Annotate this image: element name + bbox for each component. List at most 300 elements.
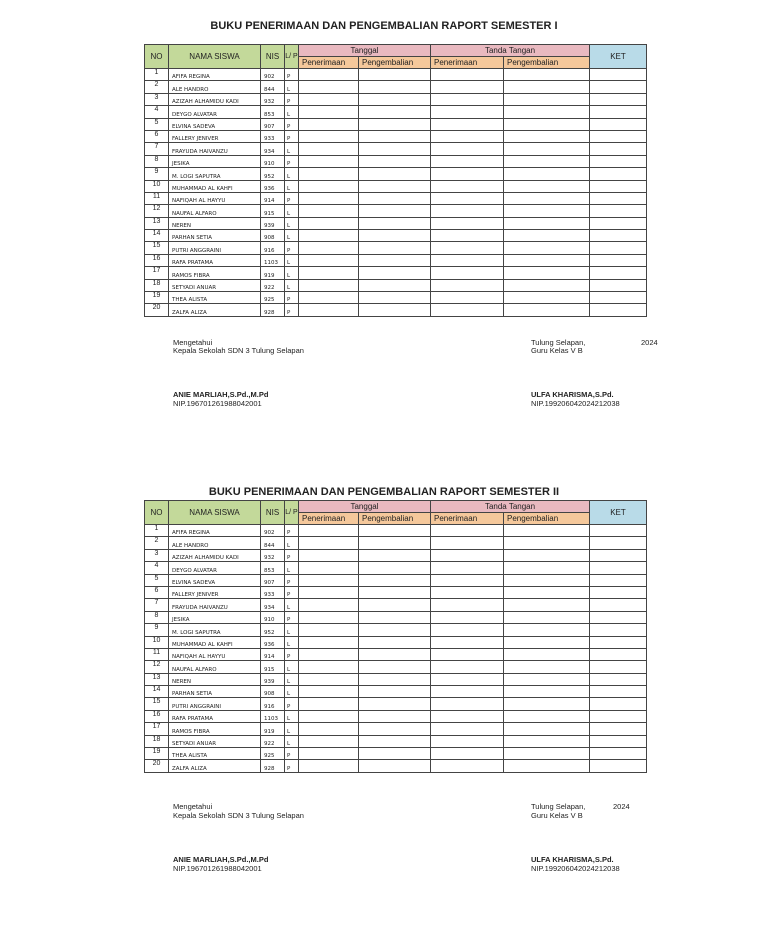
tanggal-pengembalian-cell[interactable] xyxy=(359,254,431,266)
student-name: NAFIQAH AL HAYYU xyxy=(169,192,261,204)
ttd-pengembalian-cell[interactable] xyxy=(504,525,590,537)
ket-cell[interactable] xyxy=(590,205,647,217)
tanggal-pengembalian-cell[interactable] xyxy=(359,562,431,574)
ttd-penerimaan-cell[interactable] xyxy=(431,636,504,648)
header-lp: L/ P xyxy=(285,501,299,525)
ttd-pengembalian-cell[interactable] xyxy=(504,304,590,316)
tanggal-penerimaan-cell[interactable] xyxy=(299,648,359,660)
ket-cell[interactable] xyxy=(590,661,647,673)
student-gender: L xyxy=(285,661,299,673)
ttd-pengembalian-cell[interactable] xyxy=(504,130,590,142)
tanggal-pengembalian-cell[interactable] xyxy=(359,636,431,648)
ket-cell[interactable] xyxy=(590,710,647,722)
ttd-pengembalian-cell[interactable] xyxy=(504,661,590,673)
student-no: 11 xyxy=(145,192,169,204)
ttd-pengembalian-cell[interactable] xyxy=(504,586,590,598)
ttd-pengembalian-cell[interactable] xyxy=(504,279,590,291)
tanggal-penerimaan-cell[interactable] xyxy=(299,118,359,130)
tanggal-penerimaan-cell[interactable] xyxy=(299,217,359,229)
student-name: PARHAN SETIA xyxy=(169,686,261,698)
ttd-pengembalian-cell[interactable] xyxy=(504,93,590,105)
ket-cell[interactable] xyxy=(590,168,647,180)
student-nis: 915 xyxy=(261,661,285,673)
mengetahui-label-1: Mengetahui xyxy=(173,338,213,347)
tanggal-pengembalian-cell[interactable] xyxy=(359,217,431,229)
student-no: 10 xyxy=(145,180,169,192)
tanggal-pengembalian-cell[interactable] xyxy=(359,648,431,660)
tanggal-penerimaan-cell[interactable] xyxy=(299,735,359,747)
tanggal-pengembalian-cell[interactable] xyxy=(359,723,431,735)
tanggal-penerimaan-cell[interactable] xyxy=(299,537,359,549)
student-name: ALE HANDRO xyxy=(169,537,261,549)
header-tanggal-penerimaan: Penerimaan xyxy=(299,513,359,525)
year-label-2: 2024 xyxy=(613,802,630,811)
student-no: 6 xyxy=(145,130,169,142)
table-row xyxy=(145,525,647,537)
student-nis: 908 xyxy=(261,686,285,698)
ket-cell[interactable] xyxy=(590,611,647,623)
ttd-pengembalian-cell[interactable] xyxy=(504,611,590,623)
ket-cell[interactable] xyxy=(590,155,647,167)
ket-cell[interactable] xyxy=(590,279,647,291)
student-no: 5 xyxy=(145,574,169,586)
ttd-penerimaan-cell[interactable] xyxy=(431,748,504,760)
ttd-penerimaan-cell[interactable] xyxy=(431,698,504,710)
ket-cell[interactable] xyxy=(590,636,647,648)
ttd-pengembalian-cell[interactable] xyxy=(504,599,590,611)
ket-cell[interactable] xyxy=(590,130,647,142)
ket-cell[interactable] xyxy=(590,304,647,316)
ttd-penerimaan-cell[interactable] xyxy=(431,143,504,155)
ttd-penerimaan-cell[interactable] xyxy=(431,661,504,673)
ttd-pengembalian-cell[interactable] xyxy=(504,143,590,155)
tanggal-penerimaan-cell[interactable] xyxy=(299,760,359,772)
tanggal-penerimaan-cell[interactable] xyxy=(299,304,359,316)
tanggal-penerimaan-cell[interactable] xyxy=(299,698,359,710)
ttd-pengembalian-cell[interactable] xyxy=(504,81,590,93)
student-name: ELVINA SADEVA xyxy=(169,574,261,586)
tanggal-penerimaan-cell[interactable] xyxy=(299,661,359,673)
student-no: 3 xyxy=(145,549,169,561)
ket-cell[interactable] xyxy=(590,760,647,772)
header-ttd-penerimaan: Penerimaan xyxy=(431,57,504,69)
page-title-semester-2: BUKU PENERIMAAN DAN PENGEMBALIAN RAPORT SEMESTER II xyxy=(208,486,560,498)
student-nis: 934 xyxy=(261,143,285,155)
tanggal-pengembalian-cell[interactable] xyxy=(359,205,431,217)
table-row xyxy=(145,69,647,81)
ket-cell[interactable] xyxy=(590,549,647,561)
ket-cell[interactable] xyxy=(590,723,647,735)
ttd-pengembalian-cell[interactable] xyxy=(504,648,590,660)
tanggal-pengembalian-cell[interactable] xyxy=(359,525,431,537)
ket-cell[interactable] xyxy=(590,292,647,304)
ttd-penerimaan-cell[interactable] xyxy=(431,549,504,561)
student-name: NEREN xyxy=(169,217,261,229)
ttd-pengembalian-cell[interactable] xyxy=(504,118,590,130)
student-gender: L xyxy=(285,723,299,735)
ttd-pengembalian-cell[interactable] xyxy=(504,748,590,760)
ket-cell[interactable] xyxy=(590,254,647,266)
student-no: 1 xyxy=(145,525,169,537)
ket-cell[interactable] xyxy=(590,698,647,710)
ttd-penerimaan-cell[interactable] xyxy=(431,624,504,636)
student-gender: P xyxy=(285,93,299,105)
ttd-pengembalian-cell[interactable] xyxy=(504,230,590,242)
ttd-pengembalian-cell[interactable] xyxy=(504,686,590,698)
table-row xyxy=(145,267,647,279)
table-row xyxy=(145,168,647,180)
ttd-penerimaan-cell[interactable] xyxy=(431,130,504,142)
student-name: NEREN xyxy=(169,673,261,685)
tanggal-pengembalian-cell[interactable] xyxy=(359,242,431,254)
ket-cell[interactable] xyxy=(590,118,647,130)
student-name: RAMOS FIBRA xyxy=(169,723,261,735)
ttd-pengembalian-cell[interactable] xyxy=(504,155,590,167)
ttd-pengembalian-cell[interactable] xyxy=(504,574,590,586)
place-label-2: Tulung Selapan, xyxy=(531,802,586,811)
student-nis: 916 xyxy=(261,698,285,710)
ttd-pengembalian-cell[interactable] xyxy=(504,549,590,561)
tanggal-pengembalian-cell[interactable] xyxy=(359,624,431,636)
ttd-penerimaan-cell[interactable] xyxy=(431,648,504,660)
tanggal-penerimaan-cell[interactable] xyxy=(299,192,359,204)
ttd-penerimaan-cell[interactable] xyxy=(431,673,504,685)
table-row xyxy=(145,760,647,772)
table-row xyxy=(145,106,647,118)
tanggal-pengembalian-cell[interactable] xyxy=(359,549,431,561)
student-nis: 933 xyxy=(261,130,285,142)
student-nis: 925 xyxy=(261,292,285,304)
student-name: AFIFA REGINA xyxy=(169,525,261,537)
student-no: 7 xyxy=(145,599,169,611)
ttd-penerimaan-cell[interactable] xyxy=(431,537,504,549)
tanggal-pengembalian-cell[interactable] xyxy=(359,81,431,93)
tanggal-pengembalian-cell[interactable] xyxy=(359,106,431,118)
ttd-pengembalian-cell[interactable] xyxy=(504,267,590,279)
tanggal-penerimaan-cell[interactable] xyxy=(299,267,359,279)
ket-cell[interactable] xyxy=(590,525,647,537)
student-no: 15 xyxy=(145,242,169,254)
tanggal-pengembalian-cell[interactable] xyxy=(359,537,431,549)
tanggal-pengembalian-cell[interactable] xyxy=(359,143,431,155)
ket-cell[interactable] xyxy=(590,735,647,747)
student-gender: L xyxy=(285,205,299,217)
tanggal-penerimaan-cell[interactable] xyxy=(299,710,359,722)
ttd-pengembalian-cell[interactable] xyxy=(504,636,590,648)
table-row xyxy=(145,624,647,636)
tanggal-pengembalian-cell[interactable] xyxy=(359,710,431,722)
student-no: 16 xyxy=(145,710,169,722)
tanggal-pengembalian-cell[interactable] xyxy=(359,574,431,586)
student-no: 6 xyxy=(145,586,169,598)
ttd-pengembalian-cell[interactable] xyxy=(504,723,590,735)
ket-cell[interactable] xyxy=(590,242,647,254)
tanggal-pengembalian-cell[interactable] xyxy=(359,611,431,623)
student-nis: 919 xyxy=(261,267,285,279)
tanggal-penerimaan-cell[interactable] xyxy=(299,93,359,105)
tanggal-pengembalian-cell[interactable] xyxy=(359,292,431,304)
ttd-penerimaan-cell[interactable] xyxy=(431,69,504,81)
ttd-penerimaan-cell[interactable] xyxy=(431,155,504,167)
ttd-pengembalian-cell[interactable] xyxy=(504,192,590,204)
tanggal-pengembalian-cell[interactable] xyxy=(359,735,431,747)
ket-cell[interactable] xyxy=(590,230,647,242)
ttd-pengembalian-cell[interactable] xyxy=(504,735,590,747)
ttd-pengembalian-cell[interactable] xyxy=(504,562,590,574)
student-no: 18 xyxy=(145,735,169,747)
ttd-penerimaan-cell[interactable] xyxy=(431,254,504,266)
student-nis: 907 xyxy=(261,118,285,130)
student-nis: 932 xyxy=(261,93,285,105)
tanggal-penerimaan-cell[interactable] xyxy=(299,242,359,254)
student-gender: L xyxy=(285,106,299,118)
ttd-pengembalian-cell[interactable] xyxy=(504,537,590,549)
student-name: THEA ALISTA xyxy=(169,748,261,760)
ttd-pengembalian-cell[interactable] xyxy=(504,698,590,710)
table-row xyxy=(145,292,647,304)
ttd-penerimaan-cell[interactable] xyxy=(431,180,504,192)
tanggal-pengembalian-cell[interactable] xyxy=(359,748,431,760)
tanggal-penerimaan-cell[interactable] xyxy=(299,549,359,561)
tanggal-pengembalian-cell[interactable] xyxy=(359,130,431,142)
student-gender: P xyxy=(285,69,299,81)
tanggal-pengembalian-cell[interactable] xyxy=(359,599,431,611)
student-name: AZIZAH ALHAMIDU KADI xyxy=(169,93,261,105)
ket-cell[interactable] xyxy=(590,180,647,192)
student-name: MUHAMMAD AL KAHFI xyxy=(169,636,261,648)
ttd-pengembalian-cell[interactable] xyxy=(504,69,590,81)
ket-cell[interactable] xyxy=(590,106,647,118)
student-nis: 1103 xyxy=(261,710,285,722)
ttd-penerimaan-cell[interactable] xyxy=(431,574,504,586)
student-no: 19 xyxy=(145,748,169,760)
tanggal-pengembalian-cell[interactable] xyxy=(359,698,431,710)
tanggal-pengembalian-cell[interactable] xyxy=(359,168,431,180)
ttd-pengembalian-cell[interactable] xyxy=(504,217,590,229)
student-nis: 914 xyxy=(261,192,285,204)
tanggal-pengembalian-cell[interactable] xyxy=(359,686,431,698)
kepala-nip-1: NIP.196701261988042001 xyxy=(173,399,262,408)
student-gender: L xyxy=(285,254,299,266)
header-nis: NIS xyxy=(261,501,285,525)
ttd-penerimaan-cell[interactable] xyxy=(431,217,504,229)
table-row xyxy=(145,723,647,735)
student-no: 13 xyxy=(145,217,169,229)
student-gender: L xyxy=(285,81,299,93)
ttd-penerimaan-cell[interactable] xyxy=(431,723,504,735)
year-label-1: 2024 xyxy=(641,338,658,347)
ttd-penerimaan-cell[interactable] xyxy=(431,562,504,574)
student-nis: 1103 xyxy=(261,254,285,266)
header-ttd-penerimaan: Penerimaan xyxy=(431,513,504,525)
tanggal-pengembalian-cell[interactable] xyxy=(359,69,431,81)
ket-cell[interactable] xyxy=(590,599,647,611)
student-name: AFIFA REGINA xyxy=(169,69,261,81)
ttd-pengembalian-cell[interactable] xyxy=(504,106,590,118)
student-name: RAMOS FIBRA xyxy=(169,267,261,279)
tanggal-penerimaan-cell[interactable] xyxy=(299,723,359,735)
ttd-pengembalian-cell[interactable] xyxy=(504,168,590,180)
student-nis: 915 xyxy=(261,205,285,217)
ket-cell[interactable] xyxy=(590,673,647,685)
tanggal-penerimaan-cell[interactable] xyxy=(299,230,359,242)
header-ket: KET xyxy=(590,45,647,69)
tanggal-penerimaan-cell[interactable] xyxy=(299,155,359,167)
tanggal-pengembalian-cell[interactable] xyxy=(359,118,431,130)
tanggal-penerimaan-cell[interactable] xyxy=(299,81,359,93)
ket-cell[interactable] xyxy=(590,748,647,760)
tanggal-pengembalian-cell[interactable] xyxy=(359,304,431,316)
student-nis: 934 xyxy=(261,599,285,611)
guru-nip-2: NIP.199206042024212038 xyxy=(531,864,620,873)
tanggal-penerimaan-cell[interactable] xyxy=(299,599,359,611)
ttd-penerimaan-cell[interactable] xyxy=(431,205,504,217)
tanggal-penerimaan-cell[interactable] xyxy=(299,143,359,155)
ket-cell[interactable] xyxy=(590,143,647,155)
student-name: JESIKA xyxy=(169,611,261,623)
ket-cell[interactable] xyxy=(590,217,647,229)
ttd-penerimaan-cell[interactable] xyxy=(431,525,504,537)
ttd-pengembalian-cell[interactable] xyxy=(504,292,590,304)
student-name: DEYGO ALVATAR xyxy=(169,562,261,574)
student-gender: L xyxy=(285,180,299,192)
tanggal-penerimaan-cell[interactable] xyxy=(299,168,359,180)
ttd-penerimaan-cell[interactable] xyxy=(431,168,504,180)
tanggal-penerimaan-cell[interactable] xyxy=(299,686,359,698)
tanggal-penerimaan-cell[interactable] xyxy=(299,205,359,217)
ket-cell[interactable] xyxy=(590,267,647,279)
student-name: FRAYUDA HAIVANZU xyxy=(169,143,261,155)
ttd-pengembalian-cell[interactable] xyxy=(504,205,590,217)
tanggal-penerimaan-cell[interactable] xyxy=(299,562,359,574)
ttd-pengembalian-cell[interactable] xyxy=(504,673,590,685)
tanggal-pengembalian-cell[interactable] xyxy=(359,155,431,167)
student-name: PUTRI ANGGRAINI xyxy=(169,242,261,254)
tanggal-penerimaan-cell[interactable] xyxy=(299,624,359,636)
ttd-penerimaan-cell[interactable] xyxy=(431,710,504,722)
tanggal-pengembalian-cell[interactable] xyxy=(359,192,431,204)
tanggal-pengembalian-cell[interactable] xyxy=(359,93,431,105)
tanggal-pengembalian-cell[interactable] xyxy=(359,586,431,598)
student-nis: 844 xyxy=(261,81,285,93)
student-nis: 936 xyxy=(261,636,285,648)
student-gender: L xyxy=(285,279,299,291)
student-gender: P xyxy=(285,549,299,561)
tanggal-penerimaan-cell[interactable] xyxy=(299,636,359,648)
ket-cell[interactable] xyxy=(590,562,647,574)
tanggal-penerimaan-cell[interactable] xyxy=(299,106,359,118)
ttd-pengembalian-cell[interactable] xyxy=(504,760,590,772)
ttd-pengembalian-cell[interactable] xyxy=(504,710,590,722)
student-nis: 933 xyxy=(261,586,285,598)
guru-title-2: Guru Kelas V B xyxy=(531,811,583,820)
ttd-penerimaan-cell[interactable] xyxy=(431,118,504,130)
tanggal-penerimaan-cell[interactable] xyxy=(299,292,359,304)
ttd-penerimaan-cell[interactable] xyxy=(431,599,504,611)
ket-cell[interactable] xyxy=(590,93,647,105)
student-gender: P xyxy=(285,155,299,167)
tanggal-penerimaan-cell[interactable] xyxy=(299,254,359,266)
tanggal-penerimaan-cell[interactable] xyxy=(299,586,359,598)
tanggal-penerimaan-cell[interactable] xyxy=(299,69,359,81)
ket-cell[interactable] xyxy=(590,537,647,549)
tanggal-pengembalian-cell[interactable] xyxy=(359,230,431,242)
ket-cell[interactable] xyxy=(590,686,647,698)
tanggal-pengembalian-cell[interactable] xyxy=(359,180,431,192)
tanggal-pengembalian-cell[interactable] xyxy=(359,267,431,279)
ttd-penerimaan-cell[interactable] xyxy=(431,611,504,623)
student-no: 11 xyxy=(145,648,169,660)
ttd-penerimaan-cell[interactable] xyxy=(431,192,504,204)
ttd-pengembalian-cell[interactable] xyxy=(504,624,590,636)
tanggal-pengembalian-cell[interactable] xyxy=(359,760,431,772)
tanggal-pengembalian-cell[interactable] xyxy=(359,661,431,673)
ket-cell[interactable] xyxy=(590,624,647,636)
tanggal-penerimaan-cell[interactable] xyxy=(299,611,359,623)
tanggal-penerimaan-cell[interactable] xyxy=(299,574,359,586)
student-name: NAUFAL ALFARO xyxy=(169,661,261,673)
tanggal-penerimaan-cell[interactable] xyxy=(299,279,359,291)
ttd-penerimaan-cell[interactable] xyxy=(431,93,504,105)
student-no: 2 xyxy=(145,537,169,549)
ket-cell[interactable] xyxy=(590,574,647,586)
place-label-1: Tulung Selapan, xyxy=(531,338,586,347)
ttd-penerimaan-cell[interactable] xyxy=(431,106,504,118)
tanggal-penerimaan-cell[interactable] xyxy=(299,525,359,537)
tanggal-penerimaan-cell[interactable] xyxy=(299,748,359,760)
ttd-penerimaan-cell[interactable] xyxy=(431,267,504,279)
kepala-name-1: ANIE MARLIAH,S.Pd.,M.Pd xyxy=(173,390,269,399)
ttd-pengembalian-cell[interactable] xyxy=(504,242,590,254)
tanggal-penerimaan-cell[interactable] xyxy=(299,130,359,142)
ket-cell[interactable] xyxy=(590,648,647,660)
tanggal-penerimaan-cell[interactable] xyxy=(299,673,359,685)
table-row xyxy=(145,192,647,204)
student-nis: 936 xyxy=(261,180,285,192)
student-no: 4 xyxy=(145,106,169,118)
student-nis: 939 xyxy=(261,673,285,685)
ttd-penerimaan-cell[interactable] xyxy=(431,760,504,772)
student-no: 1 xyxy=(145,69,169,81)
ket-cell[interactable] xyxy=(590,586,647,598)
table-row xyxy=(145,118,647,130)
ket-cell[interactable] xyxy=(590,69,647,81)
ket-cell[interactable] xyxy=(590,81,647,93)
ttd-penerimaan-cell[interactable] xyxy=(431,686,504,698)
student-name: ZALFA ALIZA xyxy=(169,760,261,772)
student-no: 2 xyxy=(145,81,169,93)
student-gender: P xyxy=(285,574,299,586)
ttd-pengembalian-cell[interactable] xyxy=(504,254,590,266)
ttd-penerimaan-cell[interactable] xyxy=(431,292,504,304)
ttd-penerimaan-cell[interactable] xyxy=(431,81,504,93)
tanggal-pengembalian-cell[interactable] xyxy=(359,673,431,685)
student-name: RAFA PRATAMA xyxy=(169,254,261,266)
student-gender: L xyxy=(285,217,299,229)
student-no: 13 xyxy=(145,673,169,685)
ttd-penerimaan-cell[interactable] xyxy=(431,242,504,254)
ttd-penerimaan-cell[interactable] xyxy=(431,304,504,316)
table-row xyxy=(145,304,647,316)
tanggal-penerimaan-cell[interactable] xyxy=(299,180,359,192)
ttd-penerimaan-cell[interactable] xyxy=(431,586,504,598)
ket-cell[interactable] xyxy=(590,192,647,204)
ttd-penerimaan-cell[interactable] xyxy=(431,735,504,747)
tanggal-pengembalian-cell[interactable] xyxy=(359,279,431,291)
ttd-pengembalian-cell[interactable] xyxy=(504,180,590,192)
ttd-penerimaan-cell[interactable] xyxy=(431,230,504,242)
ttd-penerimaan-cell[interactable] xyxy=(431,279,504,291)
